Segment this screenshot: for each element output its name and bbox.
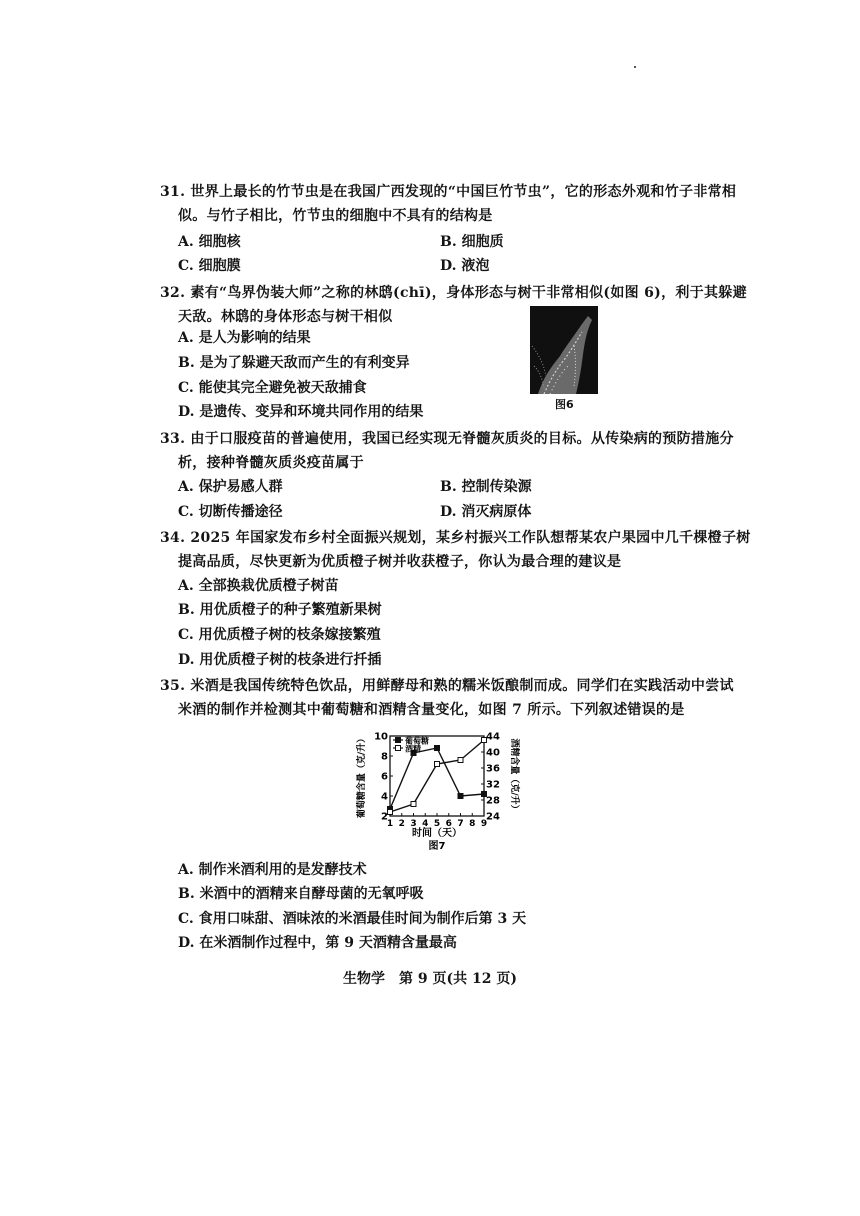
option-31-b[interactable]: B. 细胞质 bbox=[440, 234, 504, 250]
legend-marker bbox=[396, 746, 401, 751]
x-tick-label: 2 bbox=[398, 819, 405, 829]
right-tick-label: 36 bbox=[486, 763, 500, 775]
series-2-point bbox=[388, 810, 393, 815]
option-33-a[interactable]: A. 保护易感人群 bbox=[178, 479, 283, 495]
question-35-line-2: 米酒的制作并检测其中葡萄糖和酒精含量变化，如图 7 所示。下列叙述错误的是 bbox=[178, 702, 685, 718]
option-33-b[interactable]: B. 控制传染源 bbox=[440, 479, 532, 495]
question-33-line-2: 析，接种脊髓灰质炎疫苗属于 bbox=[178, 455, 364, 471]
y-axis-label-right: 酒精含量（克/升） bbox=[509, 738, 519, 814]
chart-series bbox=[388, 738, 487, 815]
series-2-point bbox=[482, 738, 487, 743]
option-34-c[interactable]: C. 用优质橙子树的枝条嫁接繁殖 bbox=[178, 627, 381, 643]
left-tick-label: 8 bbox=[381, 751, 388, 763]
scan-dot bbox=[634, 66, 636, 68]
potoo-photo bbox=[530, 306, 598, 394]
question-33-line-1: 33. 由于口服疫苗的普遍使用，我国已经实现无脊髓灰质炎的目标。从传染病的预防措施分 bbox=[160, 431, 734, 447]
x-tick-label: 8 bbox=[469, 819, 476, 829]
option-35-a[interactable]: A. 制作米酒利用的是发酵技术 bbox=[178, 862, 367, 878]
figure-7-chart bbox=[352, 726, 522, 856]
right-tick-label: 44 bbox=[486, 731, 500, 743]
left-tick-label: 4 bbox=[381, 791, 388, 803]
option-33-d[interactable]: D. 消灭病原体 bbox=[440, 504, 532, 520]
series-2-point bbox=[458, 758, 463, 763]
x-tick-label: 3 bbox=[410, 819, 417, 829]
option-32-b[interactable]: B. 是为了躲避天敌而产生的有利变异 bbox=[178, 355, 410, 371]
option-35-b[interactable]: B. 米酒中的酒精来自酵母菌的无氧呼吸 bbox=[178, 886, 424, 902]
series-1-point bbox=[482, 792, 487, 797]
series-2-point bbox=[411, 802, 416, 807]
x-tick-label: 6 bbox=[445, 819, 452, 829]
question-35-line-1: 35. 米酒是我国传统特色饮品，用鲜酵母和熟的糯米饭酿制而成。同学们在实践活动中尝试 bbox=[160, 678, 734, 694]
potoo-bird-image bbox=[530, 306, 598, 394]
left-tick-label: 2 bbox=[381, 811, 388, 823]
option-33-c[interactable]: C. 切断传播途径 bbox=[178, 504, 283, 520]
option-32-c[interactable]: C. 能使其完全避免被天敌捕食 bbox=[178, 380, 367, 396]
question-32 bbox=[160, 281, 747, 329]
question-33 bbox=[160, 427, 734, 475]
right-tick-label: 28 bbox=[486, 795, 500, 807]
option-34-d[interactable]: D. 用优质橙子树的枝条进行扦插 bbox=[178, 652, 382, 668]
x-tick-label: 1 bbox=[386, 819, 394, 829]
x-tick-label: 5 bbox=[433, 819, 441, 829]
option-34-b[interactable]: B. 用优质橙子的种子繁殖新果树 bbox=[178, 602, 382, 618]
option-34-a[interactable]: A. 全部换栽优质橙子树苗 bbox=[178, 578, 339, 594]
question-31-line-2: 似。与竹子相比，竹节虫的细胞中不具有的结构是 bbox=[178, 208, 493, 224]
page-footer: 生物学 第 9 页(共 12 页) bbox=[343, 971, 517, 987]
option-32-d[interactable]: D. 是遗传、变异和环境共同作用的结果 bbox=[178, 404, 424, 420]
question-35 bbox=[160, 674, 734, 722]
series-line-1 bbox=[390, 748, 484, 809]
question-31-line-1: 31. 世界上最长的竹节虫是在我国广西发现的“中国巨竹节虫”，它的形态外观和竹子非常相 bbox=[160, 184, 737, 200]
option-35-c[interactable]: C. 食用口味甜、酒味浓的米酒最佳时间为制作后第 3 天 bbox=[178, 911, 527, 927]
question-34-line-1: 34. 2025 年国家发布乡村全面振兴规划，某乡村振兴工作队想帮某农户果园中几千棵橙子树 bbox=[160, 530, 751, 546]
series-1-point bbox=[435, 746, 440, 751]
question-32-line-1: 32. 素有“鸟界伪装大师”之称的林鸱(chī)，身体形态与树干非常相似(如图 6)，利于其躲避 bbox=[160, 285, 747, 301]
right-tick-label: 24 bbox=[486, 811, 500, 823]
series-1-point bbox=[458, 794, 463, 799]
right-tick-label: 40 bbox=[486, 747, 500, 759]
option-31-c[interactable]: C. 细胞膜 bbox=[178, 258, 241, 274]
figure-6-caption: 图6 bbox=[555, 398, 574, 411]
question-31 bbox=[160, 180, 737, 228]
x-axis-label: 时间（天） bbox=[412, 828, 462, 839]
y-axis-label-left: 葡萄糖含量（克/升） bbox=[357, 733, 367, 819]
legend-label: 葡萄糖 bbox=[405, 736, 429, 746]
question-34-line-2: 提高品质，尽快更新为优质橙子树并收获橙子，你认为最合理的建议是 bbox=[178, 554, 622, 570]
legend-marker bbox=[396, 738, 401, 743]
x-tick-label: 4 bbox=[422, 819, 429, 829]
x-tick-label: 9 bbox=[480, 819, 488, 829]
option-32-a[interactable]: A. 是人为影响的结果 bbox=[178, 330, 311, 346]
figure-7-caption: 图7 bbox=[428, 841, 446, 852]
question-32-line-2: 天敌。林鸱的身体形态与树干相似 bbox=[178, 309, 393, 325]
left-tick-label: 10 bbox=[374, 731, 388, 743]
series-2-point bbox=[435, 762, 440, 767]
legend-label: 酒精 bbox=[405, 744, 421, 754]
x-tick-label: 7 bbox=[457, 819, 464, 829]
left-tick-label: 6 bbox=[381, 771, 388, 783]
right-tick-label: 32 bbox=[486, 779, 500, 791]
option-35-d[interactable]: D. 在米酒制作过程中，第 9 天酒精含量最高 bbox=[178, 935, 457, 951]
option-31-a[interactable]: A. 细胞核 bbox=[178, 234, 241, 250]
question-34 bbox=[160, 526, 751, 574]
option-31-d[interactable]: D. 液泡 bbox=[440, 258, 490, 274]
